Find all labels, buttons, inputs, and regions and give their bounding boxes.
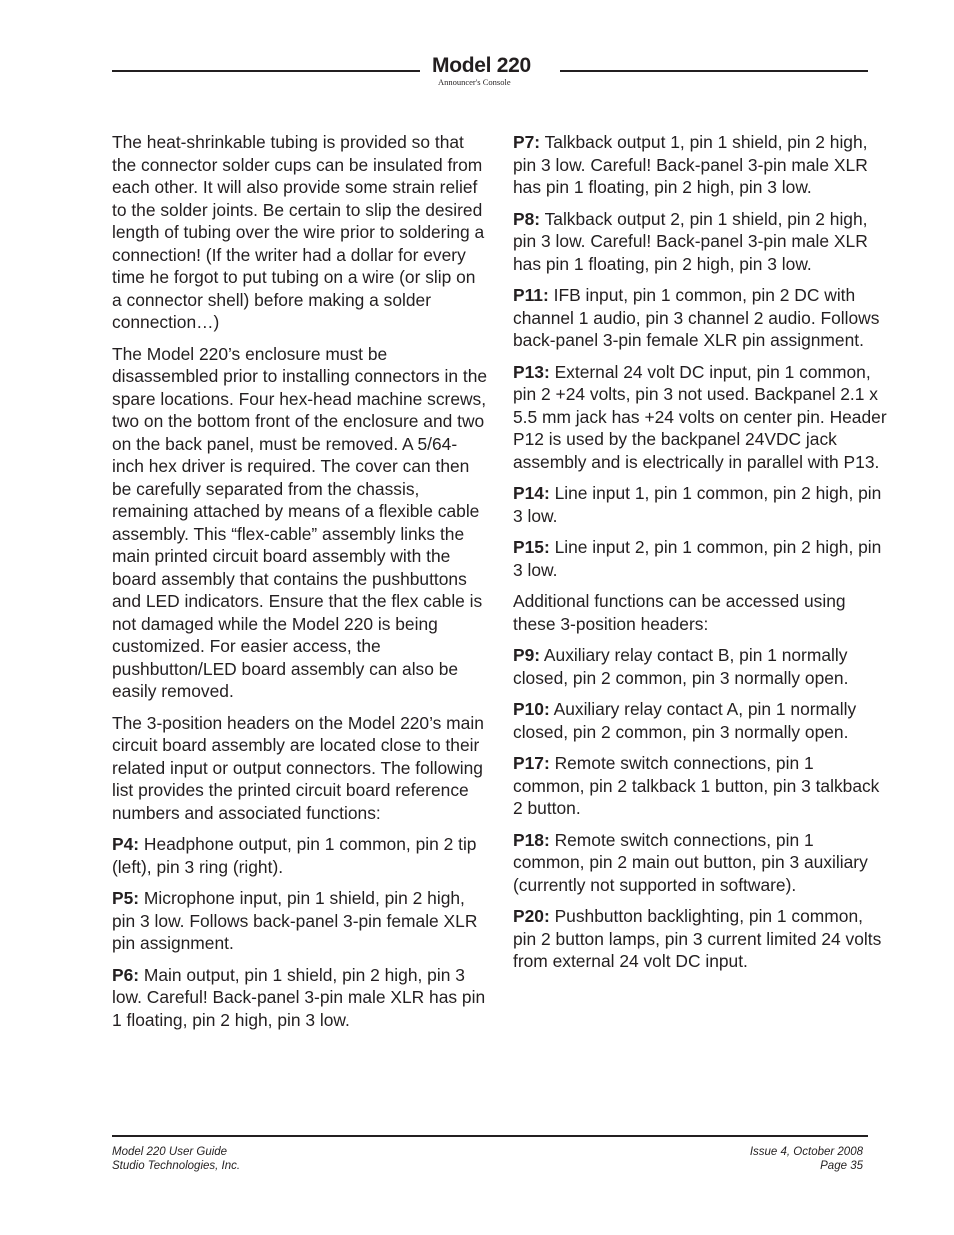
entry-label: P9: (513, 645, 541, 665)
page-header (0, 54, 954, 94)
header-entry-p13 (513, 361, 889, 474)
logo-subtitle: Announcer's Console (438, 77, 511, 87)
entry-text: Remote switch connections, pin 1 common, pin 2 talkback 1 button, pin 3 talkback 2 button. (513, 753, 880, 818)
header-rule-left (112, 70, 420, 72)
paragraph (112, 343, 488, 703)
footer-page-number: Page 35 (820, 1160, 863, 1172)
entry-text: External 24 volt DC input, pin 1 common, pin 2 +24 volts, pin 3 not used. Backpanel 2.1 x 5.5 mm jack has +24 volts on center pin. Header P12 is used by the backpanel 24VDC jack assembly and is electrically in parallel with P13. (513, 361, 887, 472)
footer-left (112, 1145, 240, 1173)
entry-text: Pushbutton backlighting, pin 1 common, pin 2 button lamps, pin 3 current limited 24 volts from external 24 volt DC input. (513, 906, 882, 971)
entry-text: Talkback output 2, pin 1 shield, pin 2 high, pin 3 low. Careful! Back-panel 3-pin male XLR has pin 1 floating, pin 2 high, pin 3 low. (513, 208, 868, 274)
header-entry-p11 (513, 284, 889, 352)
entry-text: Talkback output 1, pin 1 shield, pin 2 high, pin 3 low. Careful! Back-panel 3-pin male XLR has pin 1 floating, pin 2 high, pin 3 low. (513, 132, 868, 197)
paragraph (513, 590, 889, 635)
entry-text: Remote switch connections, pin 1 common, pin 2 main out button, pin 3 auxiliary (currently not supported in software). (513, 829, 868, 895)
entry-text: Line input 1, pin 1 common, pin 2 high, pin 3 low. (513, 483, 882, 526)
entry-text: Auxiliary relay contact B, pin 1 normally closed, pin 2 common, pin 3 normally open. (513, 645, 849, 688)
entry-label: P15: (513, 537, 550, 557)
entry-text: Main output, pin 1 shield, pin 2 high, pin 3 low. Careful! Back-panel 3-pin male XLR has pin 1 floating, pin 2 high, pin 3 low. (112, 964, 486, 1030)
header-entry-p5 (112, 887, 488, 955)
entry-text: Microphone input, pin 1 shield, pin 2 high, pin 3 low. Follows back-panel 3-pin female XLR pin assignment. (112, 888, 478, 953)
entry-label: P6: (112, 964, 140, 985)
header-entry-p20 (513, 905, 889, 973)
header-entry-p18 (513, 829, 889, 897)
entry-label: P18: (513, 829, 550, 850)
header-entry-p6 (112, 964, 488, 1032)
header-entry-p7 (513, 131, 889, 199)
entry-text: IFB input, pin 1 common, pin 2 DC with channel 1 audio, pin 3 channel 2 audio. Follows back-panel 3-pin female XLR pin assignment. (513, 285, 880, 350)
footer-company: Studio Technologies, Inc. (112, 1160, 241, 1172)
header-entry-p4 (112, 833, 488, 878)
header-entry-p14 (513, 482, 889, 527)
header-entry-p10 (513, 698, 889, 743)
header-entry-p15 (513, 536, 889, 581)
header-entry-p17 (513, 752, 889, 820)
product-logo (432, 54, 552, 86)
entry-label: P10: (513, 699, 550, 719)
header-rule-right (560, 70, 868, 72)
paragraph-text: The Model 220’s enclosure must be disassembled prior to installing connectors in the spare locations. Four hex-head machine screws, two on the bottom front of the enclosure and two on the back panel, must be removed. A 5/64-inch hex driver is required. The cover can then be carefully separated from the chassis, remaining attached by means of a flexible cable assembly. This “flex-cable” assembly links the main printed circuit board assembly with the board assembly that contains the pushbuttons and LED indicators. Ensure that the flex cable is not damaged while the Model 220 is being customized. For easier access, the pushbutton/LED board assembly can also be easily removed. (112, 343, 488, 701)
entry-label: P13: (513, 361, 550, 382)
footer-document-title: Model 220 User Guide (112, 1146, 228, 1158)
header-entry-p8 (513, 208, 889, 276)
footer-rule (112, 1135, 868, 1137)
left-column (112, 131, 488, 1040)
paragraph (112, 712, 488, 825)
paragraph-text: The 3-position headers on the Model 220’s main circuit board assembly are located close to their related input or output connectors. The following list provides the printed circuit board reference numbers and associated functions: (112, 712, 484, 823)
entry-label: P14: (513, 483, 550, 503)
header-entry-p9 (513, 644, 889, 689)
entry-label: P4: (112, 834, 140, 854)
paragraph-text: Additional functions can be accessed using these 3-position headers: (513, 591, 846, 634)
entry-label: P8: (513, 208, 541, 229)
right-column (513, 131, 889, 982)
footer-issue: Issue 4, October 2008 (749, 1146, 863, 1158)
entry-label: P5: (112, 888, 140, 908)
entry-text: Line input 2, pin 1 common, pin 2 high, pin 3 low. (513, 537, 882, 580)
entry-label: P11: (513, 285, 549, 305)
paragraph-text: The heat-shrinkable tubing is provided so that the connector solder cups can be insulated from each other. It will also provide some strain relief to the solder joints. Be certain to slip the desired length of tubing over the wire prior to soldering a connection! (If the writer had a dollar for every time he forgot to put tubing on a wire (or slip on a connector shell) before making a solder connection…) (112, 132, 485, 332)
paragraph (112, 131, 488, 334)
entry-label: P17: (513, 753, 550, 773)
entry-text: Headphone output, pin 1 common, pin 2 tip (left), pin 3 ring (right). (112, 834, 477, 877)
entry-label: P20: (513, 906, 550, 926)
entry-label: P7: (513, 132, 541, 152)
footer-right (750, 1145, 863, 1173)
logo-title: Model 220 (432, 54, 531, 77)
entry-text: Auxiliary relay contact A, pin 1 normally closed, pin 2 common, pin 3 normally open. (513, 699, 857, 742)
